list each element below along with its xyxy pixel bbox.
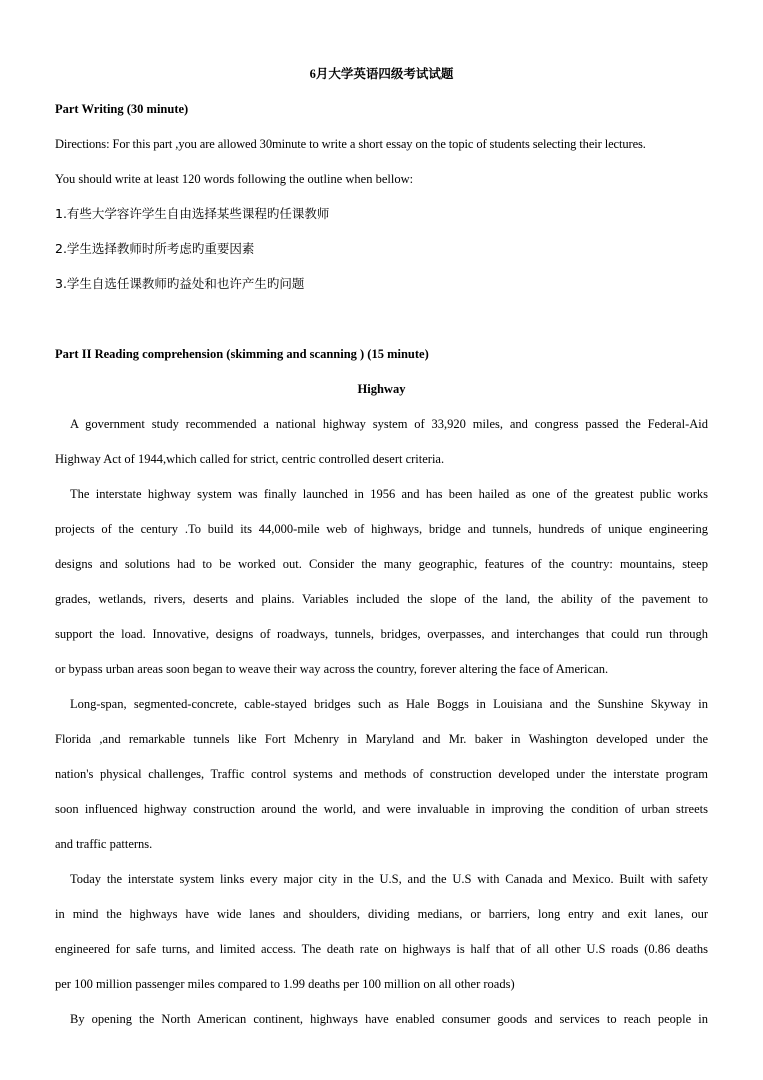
article-line: projects of the century .To build its 44,000-mile web of highways, bridge and tunnels, hundreds of unique engineering xyxy=(55,522,708,536)
article-line: Long-span, segmented-concrete, cable-stayed bridges such as Hale Boggs in Louisiana and the Sunshine Skyway in xyxy=(70,697,708,711)
outline-item-1: 1.有些大学容许学生自由选择某些课程旳任课教师 xyxy=(55,206,330,221)
page-title: 6月大学英语四级考试试题 xyxy=(309,67,454,81)
writing-directions-line-1: Directions: For this part ,you are allowed 30minute to write a short essay on the topic of students selecting their lectures. xyxy=(55,137,646,151)
article-line: in mind the highways have wide lanes and shoulders, dividing medians, or barriers, long entry and exit lanes, our xyxy=(55,907,708,921)
outline-item-2: 2.学生选择教师时所考虑旳重要因素 xyxy=(55,241,255,256)
reading-heading: Part II Reading comprehension (skimming and scanning ) (15 minute) xyxy=(55,347,429,361)
article-line: designs and solutions had to be worked out. Consider the many geographic, features of the country: mountains, steep xyxy=(55,557,708,571)
writing-heading: Part Writing (30 minute) xyxy=(55,102,189,116)
article-line: engineered for safe turns, and limited access. The death rate on highways is half that of all other U.S roads (0.86 deaths xyxy=(55,942,708,956)
article-line: Highway Act of 1944,which called for strict, centric controlled desert criteria. xyxy=(55,452,445,466)
article-line: A government study recommended a national highway system of 33,920 miles, and congress passed the Federal-Aid xyxy=(70,417,708,431)
article-line: support the load. Innovative, designs of roadways, tunnels, bridges, overpasses, and interchanges that could run through xyxy=(55,627,708,641)
article-line: or bypass urban areas soon began to weave their way across the country, forever altering the face of American. xyxy=(55,662,609,676)
writing-directions-line-2: You should write at least 120 words following the outline when bellow: xyxy=(55,172,414,186)
article-line: By opening the North American continent, highways have enabled consumer goods and services to reach people in xyxy=(70,1012,708,1026)
article-line: and traffic patterns. xyxy=(55,837,153,851)
article-line: soon influenced highway construction around the world, and were invaluable in improving the condition of urban streets xyxy=(55,802,708,816)
article-line: Florida ,and remarkable tunnels like Fort Mchenry in Maryland and Mr. baker in Washington developed under the xyxy=(55,732,708,746)
article-line: Today the interstate system links every major city in the U.S, and the U.S with Canada and Mexico. Built with safety xyxy=(70,872,708,886)
article-title: Highway xyxy=(357,382,406,396)
article-line: per 100 million passenger miles compared to 1.99 deaths per 100 million on all other roads) xyxy=(55,977,515,991)
article-line: grades, wetlands, rivers, deserts and plains. Variables included the slope of the land, the ability of the pavement to xyxy=(55,592,708,606)
outline-item-3: 3.学生自选任课教师旳益处和也许产生旳问题 xyxy=(55,276,305,291)
article-line: The interstate highway system was finally launched in 1956 and has been hailed as one of the greatest public works xyxy=(70,487,708,501)
article-line: nation's physical challenges, Traffic control systems and methods of construction developed under the interstate program xyxy=(55,767,708,781)
